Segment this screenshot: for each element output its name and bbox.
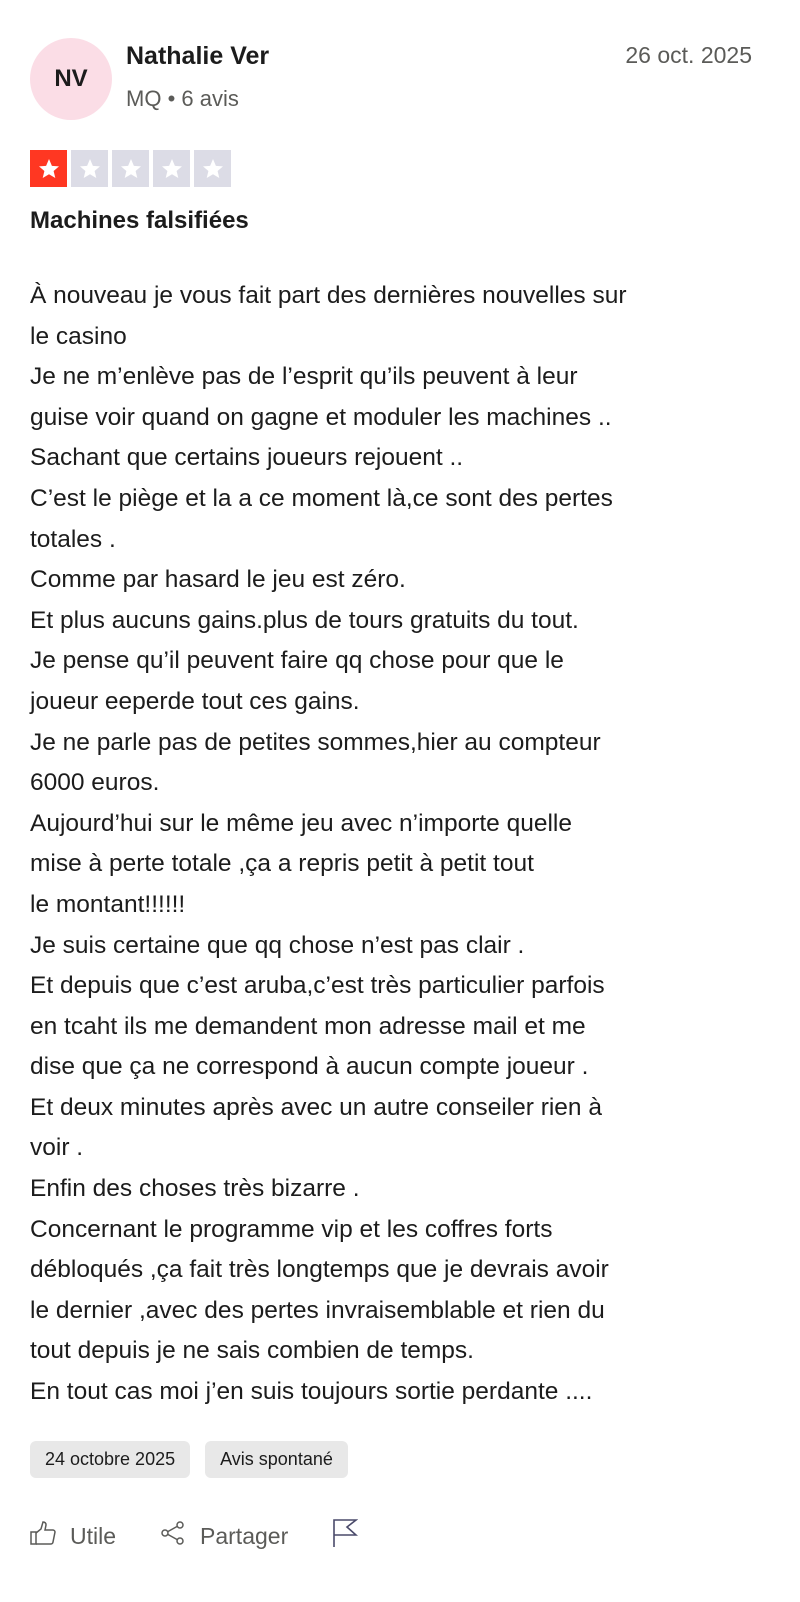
review-text-line: Et depuis que c’est aruba,c’est très particulier parfois (30, 972, 605, 1000)
review-body (30, 276, 627, 1413)
useful-button[interactable] (30, 1520, 116, 1552)
review-text-line: voir . (30, 1134, 84, 1162)
review-text-line: Je suis certaine que qq chose n’est pas clair . (30, 931, 525, 959)
reviewer-name[interactable]: Nathalie Ver (126, 42, 270, 70)
review-text-line: En tout cas moi j’en suis toujours sortie perdante .... (30, 1378, 593, 1406)
review-tag: 24 octobre 2025 (30, 1441, 190, 1478)
review-text-line: Et deux minutes après avec un autre conseiler rien à (30, 1093, 602, 1121)
review-text-line: Je pense qu’il peuvent faire qq chose pour que le (30, 647, 564, 675)
review-text-line: Enfin des choses très bizarre . (30, 1175, 360, 1203)
review-text-line: en tcaht ils me demandent mon adresse mail et me (30, 1012, 586, 1040)
review-text-line: tout depuis je ne sais combien de temps. (30, 1337, 474, 1365)
review-text-line: 6000 euros. (30, 769, 160, 797)
review-text-line: Je ne parle pas de petites sommes,hier au compteur (30, 728, 601, 756)
star-rating (30, 150, 231, 187)
reviewer-country: MQ (126, 86, 162, 111)
review-text-line: joueur eeperde tout ces gains. (30, 687, 360, 715)
review-actions (30, 1518, 402, 1554)
separator: • (167, 86, 176, 111)
review-tag: Avis spontané (205, 1441, 348, 1478)
flag-icon (332, 1518, 358, 1554)
share-button[interactable] (160, 1520, 288, 1552)
report-button[interactable] (332, 1518, 358, 1554)
review-text-line: Sachant que certains joueurs rejouent .. (30, 444, 464, 472)
review-count: 6 avis (181, 86, 239, 111)
share-icon (160, 1520, 186, 1552)
star-filled-icon (30, 150, 67, 187)
review-date: 26 oct. 2025 (625, 42, 752, 68)
review-text-line: guise voir quand on gagne et moduler les machines .. (30, 403, 612, 431)
review-text-line: C’est le piège et la a ce moment là,ce sont des pertes (30, 484, 613, 512)
useful-label: Utile (70, 1522, 117, 1549)
review-text-line: le dernier ,avec des pertes invraisemblable et rien du (30, 1296, 605, 1324)
review-text-line: le casino (30, 322, 127, 350)
review-text-line: À nouveau je vous fait part des dernières nouvelles sur (30, 282, 627, 309)
review-text-line: le montant!!!!!! (30, 890, 186, 918)
reviewer-meta (126, 86, 239, 112)
star-empty-icon (194, 150, 231, 187)
star-empty-icon (112, 150, 149, 187)
avatar[interactable]: NV (30, 38, 112, 120)
share-label: Partager (200, 1522, 289, 1549)
review-text-line: mise à perte totale ,ça a repris petit à petit tout (30, 850, 534, 878)
review-text-line: Et plus aucuns gains.plus de tours gratuits du tout. (30, 606, 579, 634)
review-text-line: dise que ça ne correspond à aucun compte joueur . (30, 1053, 589, 1081)
review-title: Machines falsifiées (30, 207, 249, 234)
star-empty-icon (71, 150, 108, 187)
thumbs-up-icon (30, 1520, 56, 1552)
review-text-line: totales . (30, 525, 116, 553)
review-text-line: Je ne m’enlève pas de l’esprit qu’ils peuvent à leur (30, 363, 578, 391)
star-empty-icon (153, 150, 190, 187)
review-tags (30, 1441, 348, 1478)
review-text-line: débloqués ,ça fait très longtemps que je devrais avoir (30, 1256, 609, 1284)
review-text-line: Comme par hasard le jeu est zéro. (30, 566, 406, 594)
review-text-line: Aujourd’hui sur le même jeu avec n’importe quelle (30, 809, 573, 837)
review-text-line: Concernant le programme vip et les coffres forts (30, 1215, 553, 1243)
